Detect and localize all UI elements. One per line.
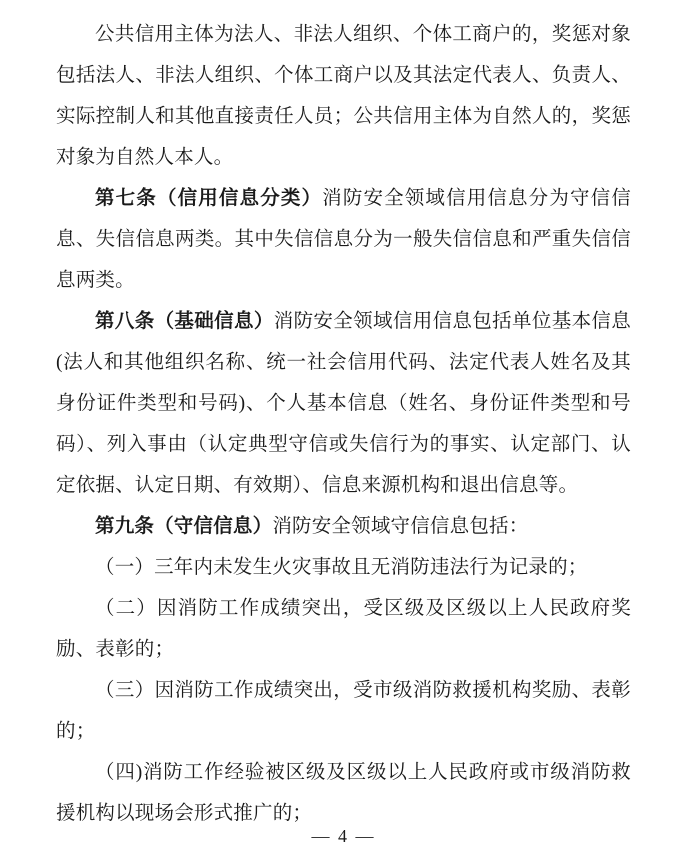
page-number: — 4 — — [311, 826, 376, 846]
paragraph-text: 消防安全领域信用信息包括单位基本信息(法人和其他组织名称、统一社会信用代码、法定代表人姓名及其身份证件类型和号码)、个人基本信息（姓名、身份证件类型和号码）、列入事由（认定典型守信或失信行为的事实、认定部门、认定依据、认定日期、有效期）、信息来源机构和退出信息等。 — [56, 311, 631, 496]
paragraph-text: （三）因消防工作成绩突出，受市级消防救援机构奖励、表彰的； — [56, 680, 631, 742]
article-nine-heading: 第九条（守信信息） — [95, 516, 273, 537]
article-seven-paragraph — [56, 178, 631, 301]
paragraph-text: 消防安全领域守信信息包括： — [272, 516, 529, 537]
paragraph-body — [56, 14, 631, 178]
paragraph-text: （一）三年内未发生火灾事故且无消防违法行为记录的； — [95, 557, 588, 578]
paragraph-text: 消防安全领域信用信息分为守信信息、失信信息两类。其中失信信息分为一般失信信息和严重失信信息两类。 — [56, 188, 631, 291]
list-item-four — [56, 752, 631, 834]
article-seven-heading: 第七条（信用信息分类） — [95, 188, 323, 209]
paragraph-text: （二）因消防工作成绩突出，受区级及区级以上人民政府奖励、表彰的； — [56, 598, 631, 660]
article-nine-paragraph — [56, 506, 631, 547]
paragraph-text: （四)消防工作经验被区级及区级以上人民政府或市级消防救援机构以现场会形式推广的； — [56, 762, 631, 824]
paragraph-text: 公共信用主体为法人、非法人组织、个体工商户的，奖惩对象包括法人、非法人组织、个体工商户以及其法定代表人、负责人、实际控制人和其他直接责任人员；公共信用主体为自然人的，奖惩对象为自然人本人。 — [56, 24, 631, 168]
list-item-two — [56, 588, 631, 670]
list-item-one — [56, 547, 631, 588]
article-eight-paragraph — [56, 301, 631, 506]
list-item-three — [56, 670, 631, 752]
article-eight-heading: 第八条（基础信息） — [95, 311, 274, 332]
